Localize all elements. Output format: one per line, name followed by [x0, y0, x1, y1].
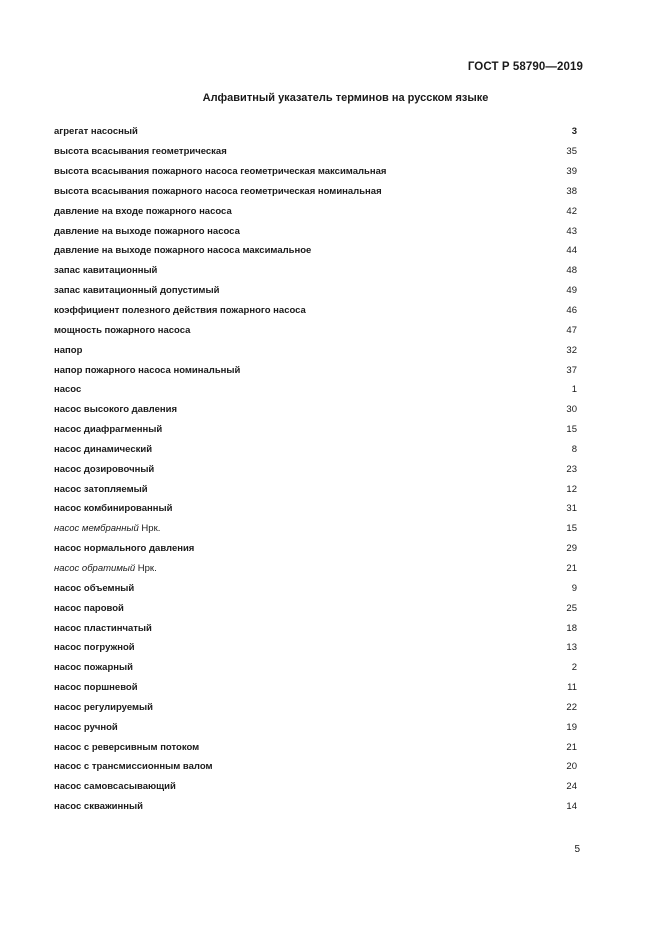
index-page-ref: 24 — [566, 781, 577, 793]
index-page-ref: 11 — [567, 682, 577, 694]
index-page-ref: 37 — [566, 364, 577, 376]
index-term: давление на выходе пожарного насоса — [54, 225, 240, 237]
index-page-ref: 13 — [566, 642, 577, 654]
index-page-ref: 18 — [566, 622, 577, 634]
index-term: насос пожарный — [54, 662, 133, 674]
index-term: насос высокого давления — [54, 404, 177, 416]
page-number: 5 — [574, 844, 580, 855]
index-page-ref: 47 — [566, 324, 577, 336]
index-entry — [54, 142, 577, 162]
index-entry — [54, 737, 577, 757]
index-term: насос погружной — [54, 642, 135, 654]
index-page-ref: 25 — [566, 602, 577, 614]
index-entry — [54, 440, 577, 460]
index-entry — [54, 221, 577, 241]
index-entry — [54, 162, 577, 182]
index-term: насос паровой — [54, 602, 124, 614]
index-term-qualifier: Нрк. — [138, 523, 161, 535]
index-page-ref: 39 — [566, 166, 577, 178]
index-term — [54, 523, 160, 534]
index-entry — [54, 301, 577, 321]
index-term — [54, 563, 157, 574]
index-page-ref: 19 — [566, 721, 577, 733]
index-term: высота всасывания пожарного насоса геометрическая номинальная — [54, 185, 382, 197]
index-term: давление на входе пожарного насоса — [54, 205, 232, 217]
index-entry — [54, 638, 577, 658]
index-page-ref: 1 — [571, 384, 577, 396]
index-term: насос поршневой — [54, 682, 138, 694]
index-term: коэффициент полезного действия пожарного насоса — [54, 305, 306, 317]
index-entry — [54, 122, 577, 142]
index-page-ref: 44 — [566, 245, 577, 257]
index-page-ref: 9 — [571, 582, 577, 594]
index-term: насос нормального давления — [54, 543, 195, 555]
index-term: напор пожарного насоса номинальный — [54, 364, 241, 376]
index-page-ref: 30 — [566, 404, 577, 416]
index-term: агрегат насосный — [54, 126, 138, 138]
index-entry — [54, 459, 577, 479]
page-title: Алфавитный указатель терминов на русском языке — [202, 92, 489, 104]
index-entry — [54, 678, 577, 698]
index-term: насос ручной — [54, 721, 118, 733]
index-term-text: насос мембранный — [54, 523, 139, 535]
index-term: запас кавитационный — [54, 265, 158, 277]
index-page-ref: 2 — [571, 662, 577, 674]
index-entry — [54, 658, 577, 678]
index-page-ref: 43 — [566, 225, 577, 237]
index-entry — [54, 201, 577, 221]
index-entry — [54, 340, 577, 360]
index-term: насос диафрагменный — [54, 424, 163, 436]
index-entry — [54, 757, 577, 777]
index-entry — [54, 797, 577, 817]
document-standard-header: ГОСТ Р 58790—2019 — [467, 61, 583, 73]
index-page-ref: 3 — [571, 126, 577, 138]
index-entry — [54, 499, 577, 519]
index-entry — [54, 578, 577, 598]
index-page-ref: 31 — [566, 503, 577, 515]
index-page-ref: 12 — [566, 483, 577, 495]
index-page-ref: 32 — [566, 344, 577, 356]
index-page-ref: 48 — [566, 265, 577, 277]
index-entry — [54, 539, 577, 559]
index-page-ref: 15 — [566, 424, 577, 436]
index-term: насос — [54, 384, 82, 396]
index-entry — [54, 360, 577, 380]
index-entry — [54, 380, 577, 400]
index-term: высота всасывания геометрическая — [54, 146, 227, 158]
index-entry — [54, 519, 577, 539]
index-term: насос самовсасывающий — [54, 781, 176, 793]
index-term: запас кавитационный допустимый — [54, 285, 220, 297]
index-page-ref: 49 — [566, 285, 577, 297]
index-entry — [54, 479, 577, 499]
index-entry — [54, 320, 577, 340]
index-page-ref: 22 — [566, 701, 577, 713]
index-page-ref: 15 — [566, 523, 577, 535]
index-term: мощность пожарного насоса — [54, 324, 191, 336]
index-page-ref: 14 — [566, 801, 577, 813]
index-entry — [54, 618, 577, 638]
index-term: насос затопляемый — [54, 483, 148, 495]
index-entry — [54, 559, 577, 579]
index-term: высота всасывания пожарного насоса геометрическая максимальная — [54, 166, 387, 178]
index-term: насос скважинный — [54, 801, 143, 813]
index-term-text: насос обратимый — [54, 562, 136, 574]
index-term: насос с трансмиссионным валом — [54, 761, 213, 773]
index-page-ref: 38 — [566, 185, 577, 197]
index-term: насос пластинчатый — [54, 622, 152, 634]
index-page-ref: 21 — [566, 741, 577, 753]
index-term: насос динамический — [54, 443, 153, 455]
index-term: напор — [54, 344, 83, 356]
index-term: насос регулируемый — [54, 701, 153, 713]
index-page-ref: 42 — [566, 205, 577, 217]
index-entry — [54, 697, 577, 717]
index-term-qualifier: Нрк. — [135, 562, 157, 574]
index-page-ref: 8 — [571, 443, 577, 455]
index-term: насос объемный — [54, 582, 135, 594]
index-page-ref: 46 — [566, 305, 577, 317]
index-entry — [54, 717, 577, 737]
index-term: насос комбинированный — [54, 503, 173, 515]
index-page-ref: 21 — [566, 562, 577, 574]
index-entry — [54, 261, 577, 281]
index-entry — [54, 777, 577, 797]
index-page-ref: 29 — [566, 543, 577, 555]
index-entry — [54, 400, 577, 420]
index-entry — [54, 182, 577, 202]
index-term: насос дозировочный — [54, 463, 155, 475]
index-entry — [54, 598, 577, 618]
index-term: насос с реверсивным потоком — [54, 741, 200, 753]
index-entry — [54, 420, 577, 440]
index-page-ref: 23 — [566, 463, 577, 475]
index-entry — [54, 241, 577, 261]
index-page-ref: 20 — [566, 761, 577, 773]
term-index-list — [54, 122, 577, 817]
index-entry — [54, 281, 577, 301]
index-term: давление на выходе пожарного насоса максимальное — [54, 245, 312, 257]
index-page-ref: 35 — [566, 146, 577, 158]
